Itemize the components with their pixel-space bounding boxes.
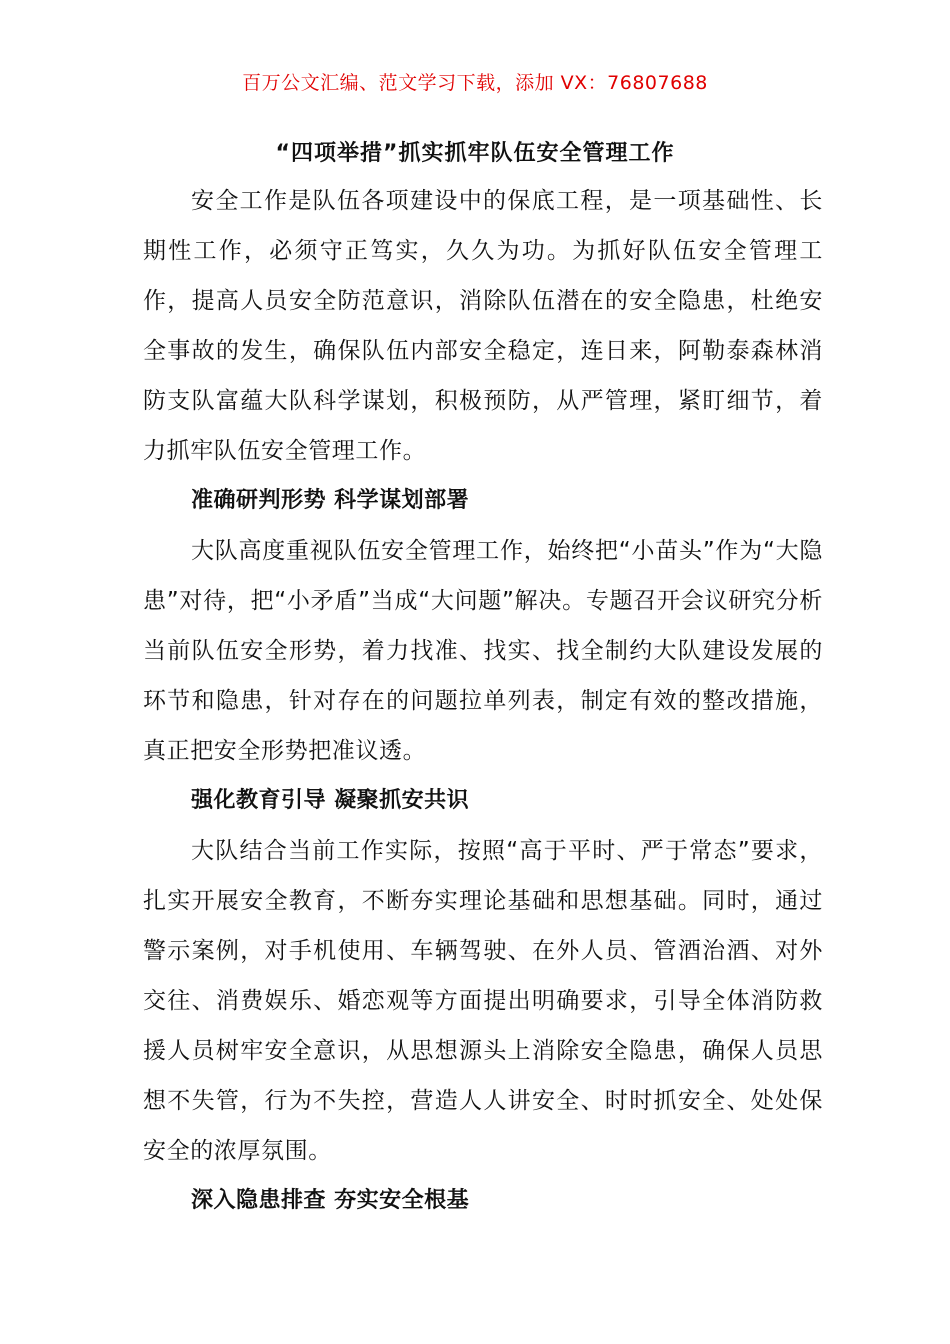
- intro-paragraph: 安全工作是队伍各项建设中的保底工程，是一项基础性、长期性工作，必须守正笃实，久久为功。为抓好队伍安全管理工作，提高人员安全防范意识，消除队伍潜在的安全隐患，杜绝安全事故的发生，确保队伍内部安全稳定，连日来，阿勒泰森林消防支队富蕴大队科学谋划，积极预防，从严管理，紧盯细节，着力抓牢队伍安全管理工作。: [143, 188, 823, 464]
- watermark-header: 百万公文汇编、范文学习下载，添加 VX：76807688: [242, 72, 708, 94]
- section-heading: 深入隐患排查 夯实安全根基: [191, 1188, 470, 1213]
- section-heading: 准确研判形势 科学谋划部署: [191, 488, 470, 513]
- document-title: “四项举措”抓实抓牢队伍安全管理工作: [275, 141, 675, 166]
- section-paragraph: 大队高度重视队伍安全管理工作，始终把“小苗头”作为“大隐患”对待，把“小矛盾”当成“大问题”解决。专题召开会议研究分析当前队伍安全形势，着力找准、找实、找全制约大队建设发展的环节和隐患，针对存在的问题拉单列表，制定有效的整改措施，真正把安全形势把准议透。: [143, 538, 823, 764]
- section-paragraph: 大队结合当前工作实际，按照“高于平时、严于常态”要求，扎实开展安全教育，不断夯实理论基础和思想基础。同时，通过警示案例，对手机使用、车辆驾驶、在外人员、管酒治酒、对外交往、消费娱乐、婚恋观等方面提出明确要求，引导全体消防救援人员树牢安全意识，从思想源头上消除安全隐患，确保人员思想不失管，行为不失控，营造人人讲安全、时时抓安全、处处保安全的浓厚氛围。: [143, 838, 823, 1164]
- document-body: [143, 176, 823, 1226]
- section-heading: 强化教育引导 凝聚抓安共识: [191, 788, 470, 813]
